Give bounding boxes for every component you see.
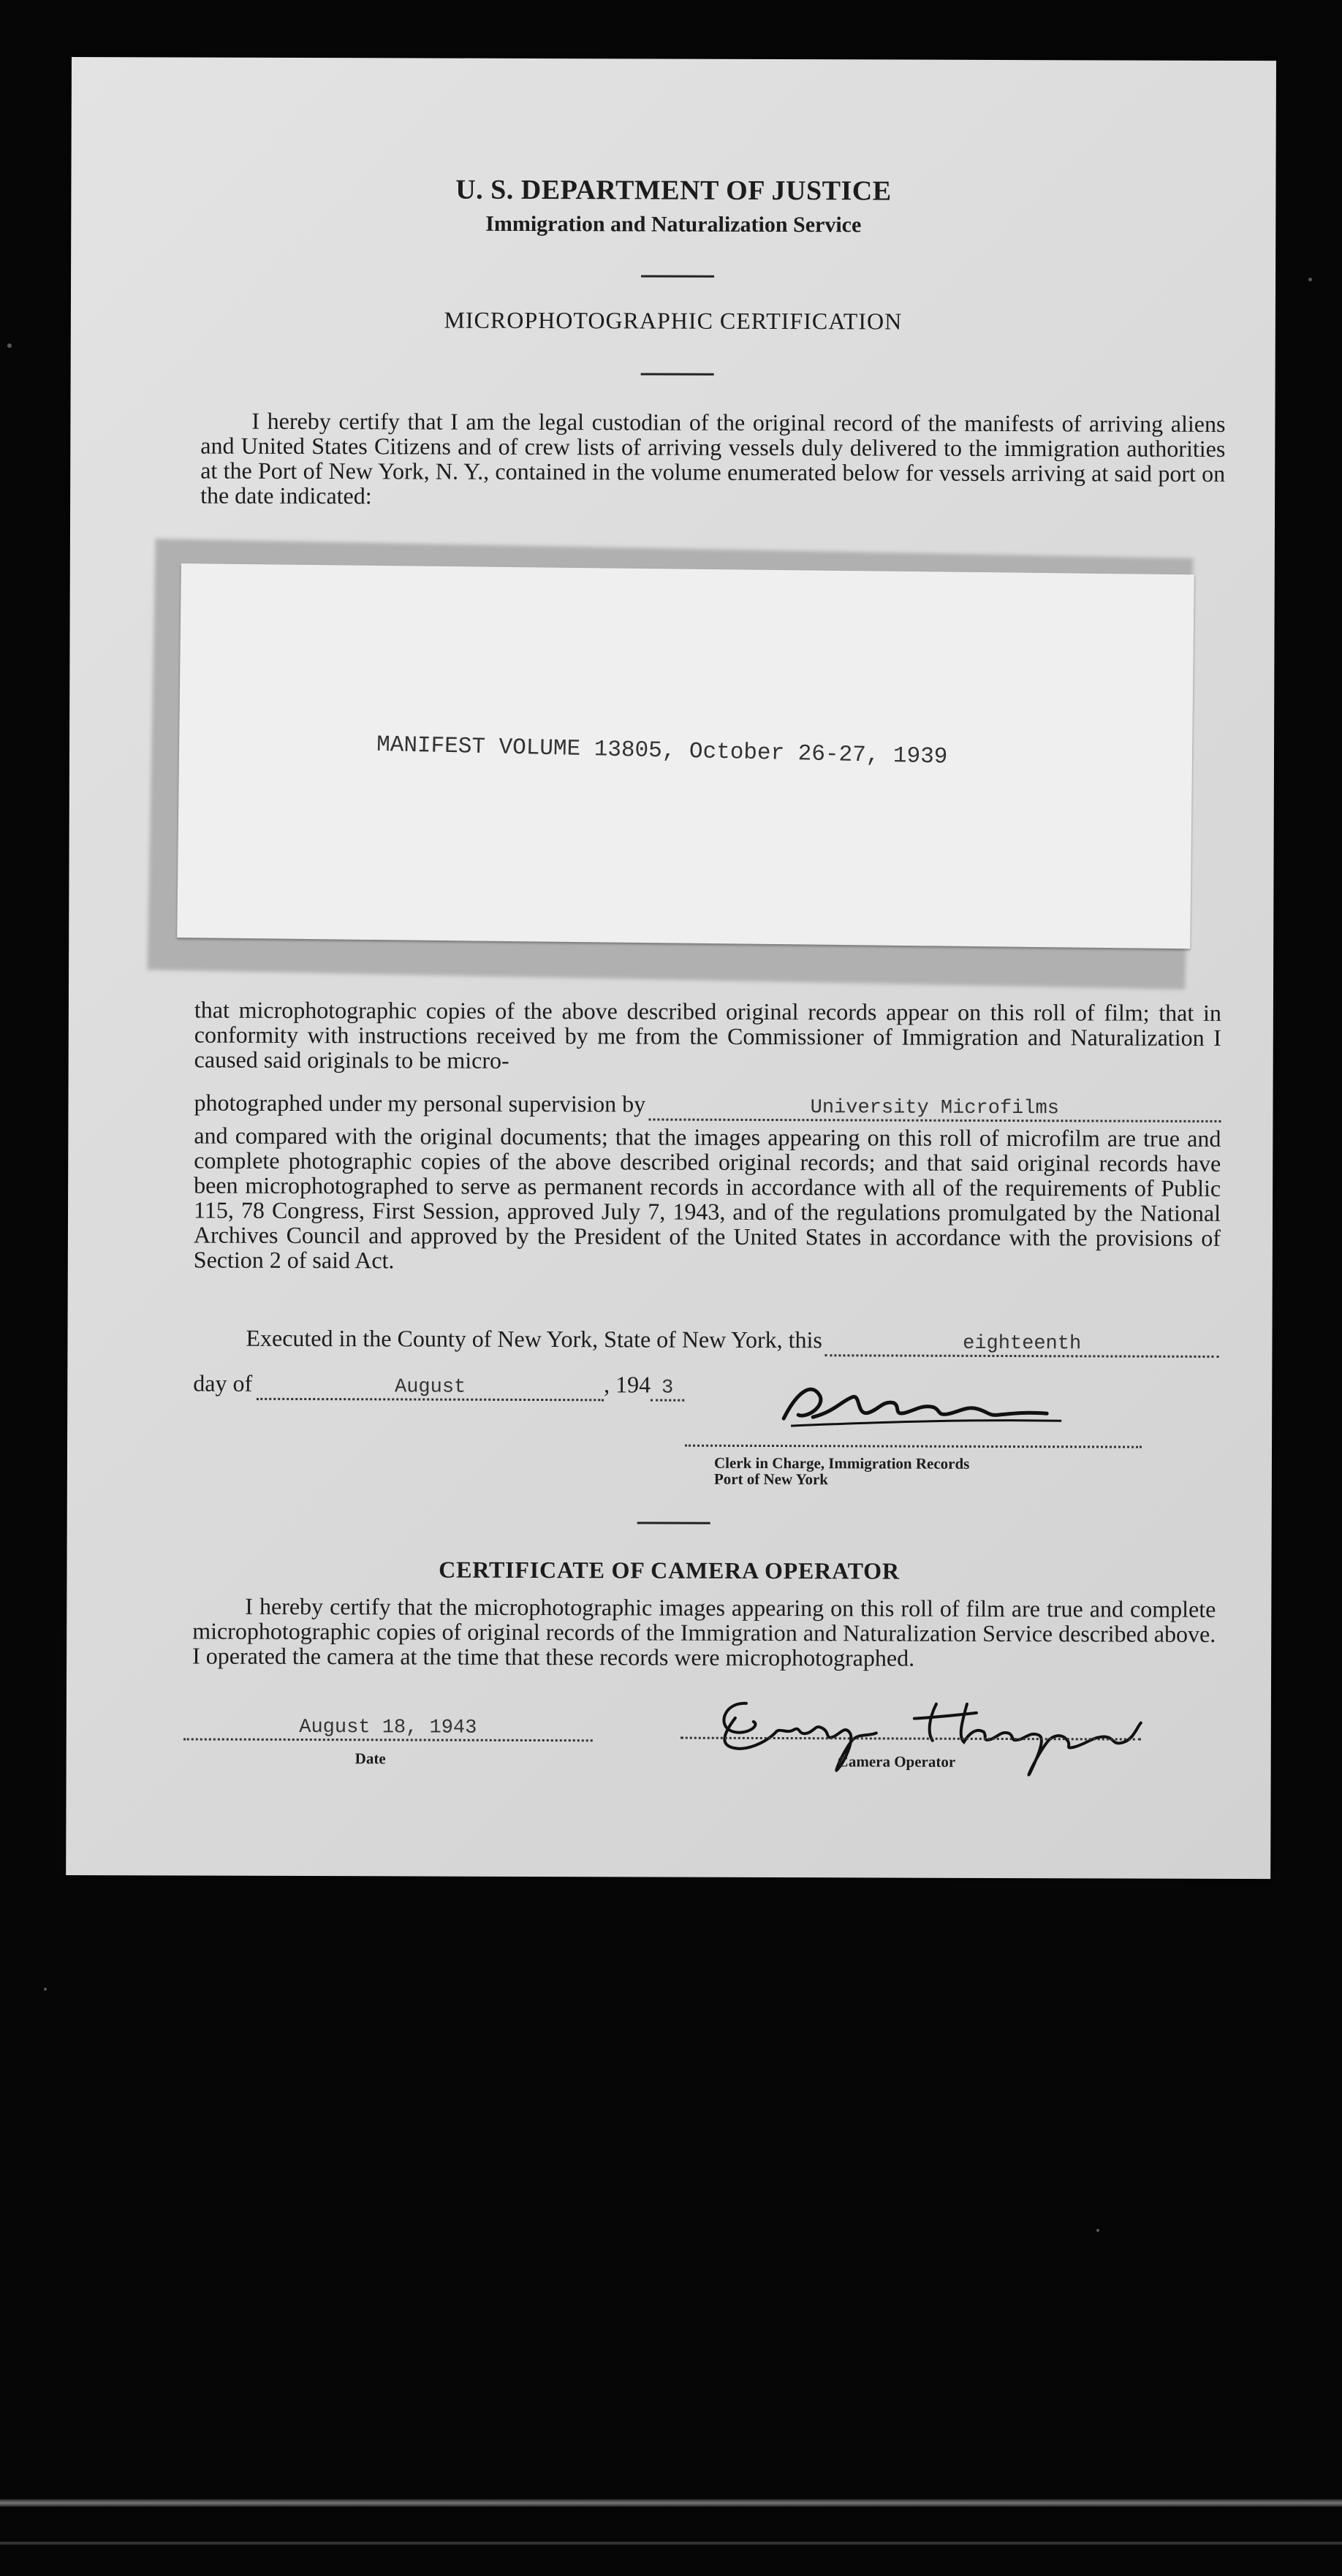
date-label: Date xyxy=(355,1749,386,1768)
volume-slip-text: MANIFEST VOLUME 13805, October 26-27, 1939 xyxy=(376,732,948,770)
service-subtitle: Immigration and Naturalization Service xyxy=(485,211,862,238)
camera-date-field: August 18, 1943 xyxy=(183,1716,593,1741)
film-edge xyxy=(0,2542,1342,2545)
camera-operator-label: Camera Operator xyxy=(837,1752,956,1771)
supervised-by-field: University Microfilms xyxy=(648,1096,1221,1122)
day-of-label: day of xyxy=(193,1369,253,1397)
department-title: U. S. DEPARTMENT OF JUSTICE xyxy=(455,174,892,207)
volume-slip xyxy=(177,563,1194,949)
film-speck xyxy=(1096,2229,1099,2232)
body-paragraph-2: and compared with the original documents; that the images appearing on this roll of microfilm are true and complete photographic copies of the above described original records; and that said original records have been microphotographed to serve as permanent records in accordance with all of the requirements of Public 115, 78 Congress, First Session, approved July 7, 1943, and of the regulations promulgated by the National Archives Council and approved by the President of the United States in accordance with the provisions of Section 2 of said Act. xyxy=(193,1122,1221,1274)
clerk-signature xyxy=(769,1375,1076,1441)
execution-date-line xyxy=(193,1370,684,1402)
execution-prefix: Executed in the County of New York, State of New York, this xyxy=(246,1324,822,1353)
supervision-line xyxy=(194,1090,1221,1122)
camera-date-line xyxy=(183,1716,593,1741)
clerk-caption xyxy=(714,1455,970,1488)
clerk-caption-line1: Clerk in Charge, Immigration Records xyxy=(713,1454,970,1473)
film-speck xyxy=(44,1988,47,1991)
film-edge xyxy=(0,2499,1342,2507)
intro-paragraph: I hereby certify that I am the legal custodian of the original record of the manifests of arriving aliens and United States Citizens and of crew lists of arriving vessels duly delivered to the immigration authorities at the Port of New York, N. Y., contained in the volume enumerated below for vessels arriving at said port on the date indicated: xyxy=(200,407,1226,509)
divider xyxy=(641,373,714,375)
clerk-caption-line2: Port of New York xyxy=(713,1470,829,1489)
clerk-signature-line xyxy=(685,1445,1142,1448)
film-speck xyxy=(7,343,12,348)
year-prefix: , 194 xyxy=(604,1371,651,1398)
execution-month-field: August xyxy=(257,1376,604,1401)
supervision-prefix: photographed under my personal supervision by xyxy=(194,1089,646,1117)
divider xyxy=(641,275,714,277)
certificate-page xyxy=(66,57,1276,1879)
execution-line xyxy=(246,1325,1218,1358)
camera-certificate-title: CERTIFICATE OF CAMERA OPERATOR xyxy=(439,1556,900,1584)
divider xyxy=(637,1521,710,1524)
certification-title: MICROPHOTOGRAPHIC CERTIFICATION xyxy=(444,306,903,335)
execution-day-field: eighteenth xyxy=(825,1332,1219,1358)
body-paragraph-1: that microphotographic copies of the above described original records appear on this roll of film; that in conformity with instructions received by me from the Commissioner of Immigration and Naturalization I caused said originals to be micro- xyxy=(194,996,1221,1074)
film-speck xyxy=(1308,278,1312,281)
execution-year-field: 3 xyxy=(651,1377,684,1401)
camera-paragraph: I hereby certify that the microphotographic images appearing on this roll of film are true and complete microphotographic copies of original records of the Immigration and Naturalization Service described above. I operated the camera at the time that these records were microphotographed. xyxy=(192,1592,1216,1671)
